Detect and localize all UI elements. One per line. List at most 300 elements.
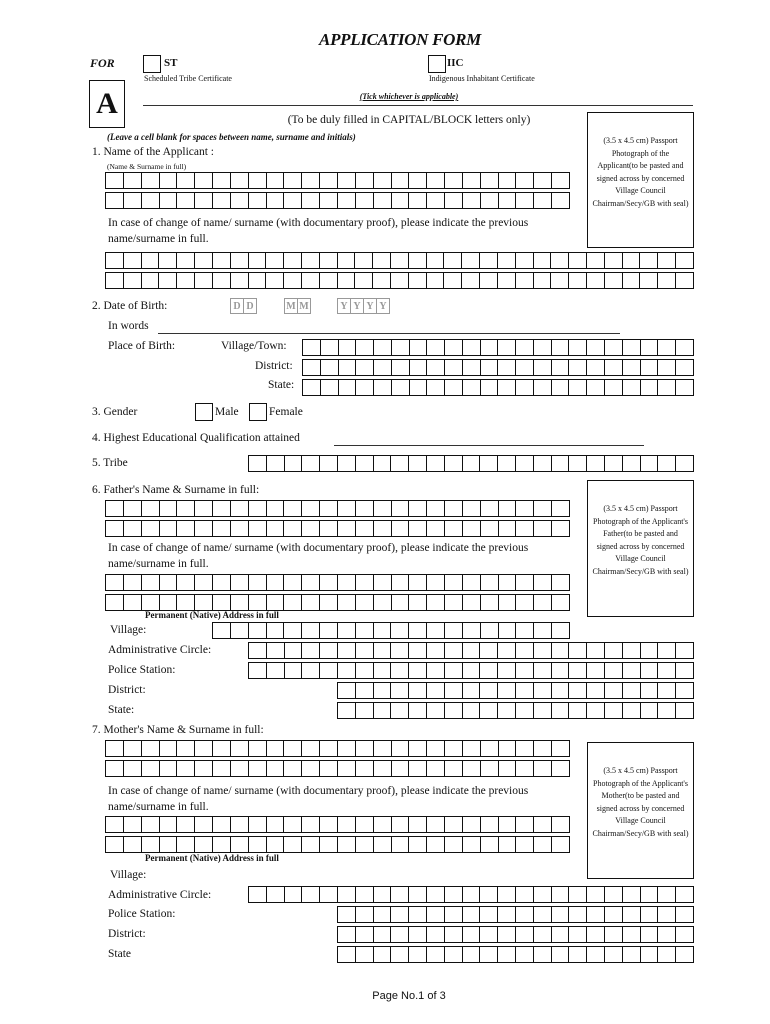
grid-cell[interactable] (302, 887, 320, 902)
grid-cell[interactable] (160, 521, 178, 536)
grid-cell[interactable] (356, 927, 374, 942)
grid-cell[interactable] (499, 595, 517, 610)
grid-cell[interactable] (499, 575, 517, 590)
grid-cell[interactable] (552, 360, 570, 375)
grid-cell[interactable] (124, 575, 142, 590)
grid-cell[interactable] (463, 663, 481, 678)
grid-cell[interactable] (338, 761, 356, 776)
grid-cell[interactable] (285, 887, 303, 902)
grid-cell[interactable] (267, 837, 285, 852)
grid-cell[interactable] (427, 623, 445, 638)
grid-cell[interactable] (302, 623, 320, 638)
grid-cell[interactable] (445, 741, 463, 756)
grid-cell[interactable] (623, 360, 641, 375)
birth-district-row[interactable] (302, 359, 694, 376)
grid-cell[interactable] (481, 340, 499, 355)
grid-cell[interactable] (498, 703, 516, 718)
grid-cell[interactable] (623, 253, 641, 268)
grid-cell[interactable] (373, 273, 391, 288)
grid-cell[interactable] (124, 501, 142, 516)
grid-cell[interactable] (392, 193, 410, 208)
grid-cell[interactable] (623, 273, 641, 288)
grid-cell[interactable] (392, 173, 410, 188)
grid-cell[interactable] (445, 380, 463, 395)
grid-cell[interactable] (534, 595, 552, 610)
grid-cell[interactable] (499, 741, 517, 756)
grid-cell[interactable] (392, 501, 410, 516)
grid-cell[interactable] (463, 521, 481, 536)
grid-cell[interactable] (534, 623, 552, 638)
grid-cell[interactable] (106, 253, 124, 268)
grid-cell[interactable] (409, 173, 427, 188)
dob-year-1[interactable]: Y (337, 298, 351, 314)
grid-cell[interactable] (587, 380, 605, 395)
grid-cell[interactable] (374, 947, 392, 962)
grid-cell[interactable] (516, 595, 534, 610)
grid-cell[interactable] (676, 380, 693, 395)
grid-cell[interactable] (195, 173, 213, 188)
grid-cell[interactable] (641, 360, 659, 375)
father-admin-circle-row[interactable] (248, 642, 694, 659)
grid-cell[interactable] (445, 456, 463, 471)
grid-cell[interactable] (409, 663, 427, 678)
grid-cell[interactable] (587, 927, 605, 942)
grid-cell[interactable] (320, 253, 338, 268)
grid-cell[interactable] (249, 663, 267, 678)
grid-cell[interactable] (142, 521, 160, 536)
grid-cell[interactable] (498, 380, 516, 395)
grid-cell[interactable] (320, 193, 338, 208)
grid-cell[interactable] (124, 817, 142, 832)
grid-cell[interactable] (267, 173, 285, 188)
mother-admin-circle-grid[interactable] (248, 886, 694, 903)
grid-cell[interactable] (302, 253, 320, 268)
grid-cell[interactable] (427, 521, 445, 536)
grid-cell[interactable] (374, 595, 392, 610)
grid-cell[interactable] (463, 947, 481, 962)
education-line[interactable] (334, 445, 644, 446)
grid-cell[interactable] (160, 761, 178, 776)
dob-month-2[interactable]: M (297, 298, 311, 314)
grid-cell[interactable] (356, 703, 374, 718)
grid-cell[interactable] (106, 521, 124, 536)
grid-cell[interactable] (534, 683, 552, 698)
tribe-grid[interactable] (248, 455, 694, 472)
gender-female-checkbox[interactable] (249, 403, 267, 421)
grid-cell[interactable] (338, 253, 356, 268)
grid-cell[interactable] (249, 741, 267, 756)
grid-cell[interactable] (516, 253, 534, 268)
grid-cell[interactable] (409, 907, 427, 922)
grid-cell[interactable] (356, 380, 374, 395)
grid-cell[interactable] (605, 456, 623, 471)
grid-cell[interactable] (339, 380, 357, 395)
grid-cell[interactable] (480, 663, 498, 678)
grid-cell[interactable] (480, 703, 498, 718)
grid-cell[interactable] (641, 340, 659, 355)
mother-district-row[interactable] (337, 926, 694, 943)
grid-cell[interactable] (392, 741, 410, 756)
dob-year[interactable] (337, 298, 389, 314)
grid-cell[interactable] (320, 575, 338, 590)
grid-cell[interactable] (374, 193, 392, 208)
grid-cell[interactable] (444, 273, 462, 288)
grid-cell[interactable] (267, 887, 285, 902)
grid-cell[interactable] (409, 947, 427, 962)
grid-cell[interactable] (516, 887, 534, 902)
grid-cell[interactable] (605, 927, 623, 942)
grid-cell[interactable] (374, 340, 392, 355)
grid-cell[interactable] (658, 887, 676, 902)
grid-cell[interactable] (266, 253, 284, 268)
grid-cell[interactable] (605, 907, 623, 922)
father-district-row[interactable] (337, 682, 694, 699)
grid-cell[interactable] (587, 907, 605, 922)
grid-cell[interactable] (569, 887, 587, 902)
grid-cell[interactable] (213, 623, 231, 638)
grid-cell[interactable] (338, 273, 356, 288)
grid-cell[interactable] (676, 253, 693, 268)
grid-cell[interactable] (338, 907, 356, 922)
grid-cell[interactable] (552, 501, 569, 516)
grid-cell[interactable] (302, 663, 320, 678)
grid-cell[interactable] (605, 253, 623, 268)
grid-cell[interactable] (338, 887, 356, 902)
grid-cell[interactable] (195, 761, 213, 776)
grid-cell[interactable] (480, 683, 498, 698)
grid-cell[interactable] (320, 761, 338, 776)
grid-cell[interactable] (320, 663, 338, 678)
grid-cell[interactable] (374, 907, 392, 922)
grid-cell[interactable] (427, 193, 445, 208)
grid-cell[interactable] (516, 837, 534, 852)
grid-cell[interactable] (498, 456, 516, 471)
grid-cell[interactable] (605, 380, 623, 395)
grid-cell[interactable] (445, 947, 463, 962)
grid-cell[interactable] (409, 253, 427, 268)
grid-cell[interactable] (142, 575, 160, 590)
grid-cell[interactable] (410, 340, 428, 355)
grid-cell[interactable] (552, 623, 569, 638)
grid-cell[interactable] (445, 683, 463, 698)
grid-cell[interactable] (463, 837, 481, 852)
grid-cell[interactable] (481, 575, 499, 590)
grid-cell[interactable] (249, 643, 267, 658)
grid-cell[interactable] (427, 703, 445, 718)
grid-cell[interactable] (356, 575, 374, 590)
grid-cell[interactable] (445, 907, 463, 922)
grid-cell[interactable] (374, 575, 392, 590)
grid-cell[interactable] (302, 193, 320, 208)
grid-cell[interactable] (356, 521, 374, 536)
grid-cell[interactable] (640, 273, 658, 288)
grid-cell[interactable] (195, 575, 213, 590)
grid-cell[interactable] (623, 947, 641, 962)
mother-admin-circle-row[interactable] (248, 886, 694, 903)
grid-cell[interactable] (338, 643, 356, 658)
grid-cell[interactable] (356, 340, 374, 355)
grid-cell[interactable] (320, 501, 338, 516)
grid-cell[interactable] (676, 887, 693, 902)
grid-cell[interactable] (516, 501, 534, 516)
grid-cell[interactable] (623, 663, 641, 678)
grid-cell[interactable] (195, 501, 213, 516)
grid-cell[interactable] (195, 521, 213, 536)
tribe-row[interactable] (248, 455, 694, 472)
applicant-name-grid[interactable] (105, 172, 570, 209)
dob-day[interactable] (230, 298, 256, 314)
grid-cell[interactable] (106, 595, 124, 610)
father-name-row-2[interactable] (105, 520, 570, 537)
grid-cell[interactable] (498, 927, 516, 942)
grid-cell[interactable] (676, 360, 693, 375)
grid-cell[interactable] (641, 927, 659, 942)
grid-cell[interactable] (392, 761, 410, 776)
grid-cell[interactable] (391, 643, 409, 658)
grid-cell[interactable] (444, 253, 462, 268)
grid-cell[interactable] (534, 927, 552, 942)
grid-cell[interactable] (516, 340, 534, 355)
grid-cell[interactable] (392, 360, 410, 375)
grid-cell[interactable] (552, 761, 569, 776)
grid-cell[interactable] (445, 501, 463, 516)
grid-cell[interactable] (658, 907, 676, 922)
grid-cell[interactable] (445, 887, 463, 902)
grid-cell[interactable] (267, 193, 285, 208)
grid-cell[interactable] (302, 456, 320, 471)
grid-cell[interactable] (142, 817, 160, 832)
grid-cell[interactable] (213, 521, 231, 536)
grid-cell[interactable] (427, 887, 445, 902)
mother-prev-name-row-2[interactable] (105, 836, 570, 853)
grid-cell[interactable] (409, 741, 427, 756)
grid-cell[interactable] (285, 456, 303, 471)
grid-cell[interactable] (213, 595, 231, 610)
grid-cell[interactable] (481, 623, 499, 638)
grid-cell[interactable] (231, 623, 249, 638)
grid-cell[interactable] (409, 761, 427, 776)
grid-cell[interactable] (623, 907, 641, 922)
grid-cell[interactable] (534, 253, 552, 268)
grid-cell[interactable] (676, 907, 693, 922)
grid-cell[interactable] (338, 927, 356, 942)
grid-cell[interactable] (106, 817, 124, 832)
grid-cell[interactable] (213, 193, 231, 208)
grid-cell[interactable] (195, 741, 213, 756)
grid-cell[interactable] (160, 193, 178, 208)
grid-cell[interactable] (213, 173, 231, 188)
grid-cell[interactable] (231, 173, 249, 188)
grid-cell[interactable] (569, 927, 587, 942)
grid-cell[interactable] (302, 643, 320, 658)
grid-cell[interactable] (499, 521, 517, 536)
grid-cell[interactable] (374, 456, 392, 471)
grid-cell[interactable] (516, 927, 534, 942)
grid-cell[interactable] (320, 837, 338, 852)
grid-cell[interactable] (374, 837, 392, 852)
grid-cell[interactable] (676, 456, 693, 471)
grid-cell[interactable] (267, 623, 285, 638)
grid-cell[interactable] (392, 817, 410, 832)
grid-cell[interactable] (499, 173, 517, 188)
grid-cell[interactable] (534, 663, 552, 678)
grid-cell[interactable] (569, 683, 587, 698)
grid-cell[interactable] (267, 817, 285, 832)
grid-cell[interactable] (481, 741, 499, 756)
grid-cell[interactable] (231, 273, 249, 288)
grid-cell[interactable] (177, 273, 195, 288)
grid-cell[interactable] (534, 360, 552, 375)
grid-cell[interactable] (391, 273, 409, 288)
grid-cell[interactable] (302, 741, 320, 756)
dob-month[interactable] (284, 298, 310, 314)
grid-cell[interactable] (338, 501, 356, 516)
grid-cell[interactable] (605, 340, 623, 355)
grid-cell[interactable] (481, 521, 499, 536)
grid-cell[interactable] (623, 643, 641, 658)
grid-cell[interactable] (605, 887, 623, 902)
grid-cell[interactable] (284, 595, 302, 610)
grid-cell[interactable] (267, 643, 285, 658)
dob-in-words-line[interactable] (158, 333, 620, 334)
grid-cell[interactable] (463, 173, 481, 188)
grid-cell[interactable] (124, 595, 142, 610)
grid-cell[interactable] (427, 927, 445, 942)
grid-cell[interactable] (391, 907, 409, 922)
grid-cell[interactable] (569, 253, 587, 268)
grid-cell[interactable] (534, 521, 552, 536)
grid-cell[interactable] (338, 703, 356, 718)
mother-previous-name-grid[interactable] (105, 816, 570, 853)
grid-cell[interactable] (516, 907, 534, 922)
grid-cell[interactable] (338, 521, 356, 536)
grid-cell[interactable] (516, 456, 534, 471)
grid-cell[interactable] (249, 761, 267, 776)
st-checkbox[interactable] (143, 55, 161, 73)
grid-cell[interactable] (303, 360, 321, 375)
grid-cell[interactable] (302, 273, 320, 288)
grid-cell[interactable] (534, 887, 552, 902)
grid-cell[interactable] (445, 340, 463, 355)
grid-cell[interactable] (516, 575, 534, 590)
grid-cell[interactable] (569, 273, 587, 288)
dob-year-3[interactable]: Y (363, 298, 377, 314)
grid-cell[interactable] (463, 456, 481, 471)
grid-cell[interactable] (480, 887, 498, 902)
grid-cell[interactable] (302, 817, 320, 832)
grid-cell[interactable] (249, 521, 267, 536)
grid-cell[interactable] (463, 887, 481, 902)
grid-cell[interactable] (355, 253, 373, 268)
birth-village-row[interactable] (302, 339, 694, 356)
grid-cell[interactable] (498, 253, 516, 268)
grid-cell[interactable] (284, 253, 302, 268)
grid-cell[interactable] (676, 643, 693, 658)
grid-cell[interactable] (338, 623, 356, 638)
grid-cell[interactable] (320, 456, 338, 471)
grid-cell[interactable] (641, 887, 659, 902)
grid-cell[interactable] (552, 817, 569, 832)
grid-cell[interactable] (142, 253, 160, 268)
grid-cell[interactable] (658, 360, 676, 375)
grid-cell[interactable] (658, 273, 676, 288)
grid-cell[interactable] (159, 253, 177, 268)
grid-cell[interactable] (641, 663, 659, 678)
grid-cell[interactable] (249, 887, 267, 902)
grid-cell[interactable] (374, 521, 392, 536)
grid-cell[interactable] (623, 340, 641, 355)
grid-cell[interactable] (480, 643, 498, 658)
grid-cell[interactable] (409, 575, 427, 590)
grid-cell[interactable] (124, 173, 142, 188)
grid-cell[interactable] (284, 521, 302, 536)
grid-cell[interactable] (445, 837, 463, 852)
grid-cell[interactable] (195, 273, 213, 288)
grid-cell[interactable] (177, 595, 195, 610)
grid-cell[interactable] (177, 193, 195, 208)
grid-cell[interactable] (605, 663, 623, 678)
grid-cell[interactable] (516, 663, 534, 678)
grid-cell[interactable] (480, 273, 498, 288)
grid-cell[interactable] (409, 623, 427, 638)
birth-place-grid[interactable] (302, 339, 694, 396)
grid-cell[interactable] (249, 817, 267, 832)
grid-cell[interactable] (213, 761, 231, 776)
grid-cell[interactable] (284, 575, 302, 590)
grid-cell[interactable] (320, 817, 338, 832)
grid-cell[interactable] (534, 741, 552, 756)
dob-day-1[interactable]: D (230, 298, 244, 314)
grid-cell[interactable] (374, 643, 392, 658)
grid-cell[interactable] (463, 501, 481, 516)
grid-cell[interactable] (463, 595, 481, 610)
grid-cell[interactable] (284, 193, 302, 208)
grid-cell[interactable] (516, 273, 534, 288)
grid-cell[interactable] (160, 837, 178, 852)
grid-cell[interactable] (106, 501, 124, 516)
grid-cell[interactable] (302, 761, 320, 776)
grid-cell[interactable] (106, 193, 124, 208)
grid-cell[interactable] (641, 947, 659, 962)
grid-cell[interactable] (480, 947, 498, 962)
grid-cell[interactable] (249, 623, 267, 638)
grid-cell[interactable] (605, 643, 623, 658)
grid-cell[interactable] (302, 575, 320, 590)
grid-cell[interactable] (569, 703, 587, 718)
grid-cell[interactable] (445, 761, 463, 776)
grid-cell[interactable] (391, 947, 409, 962)
mother-district-grid[interactable] (337, 926, 694, 943)
grid-cell[interactable] (427, 761, 445, 776)
grid-cell[interactable] (641, 456, 659, 471)
father-village-row[interactable] (212, 622, 570, 639)
grid-cell[interactable] (587, 643, 605, 658)
grid-cell[interactable] (676, 927, 693, 942)
grid-cell[interactable] (463, 380, 481, 395)
grid-cell[interactable] (302, 521, 320, 536)
father-district-grid[interactable] (337, 682, 694, 699)
grid-cell[interactable] (106, 761, 124, 776)
grid-cell[interactable] (338, 193, 356, 208)
grid-cell[interactable] (374, 761, 392, 776)
grid-cell[interactable] (552, 595, 569, 610)
grid-cell[interactable] (267, 663, 285, 678)
grid-cell[interactable] (124, 837, 142, 852)
grid-cell[interactable] (481, 501, 499, 516)
grid-cell[interactable] (231, 575, 249, 590)
grid-cell[interactable] (391, 663, 409, 678)
grid-cell[interactable] (338, 683, 356, 698)
